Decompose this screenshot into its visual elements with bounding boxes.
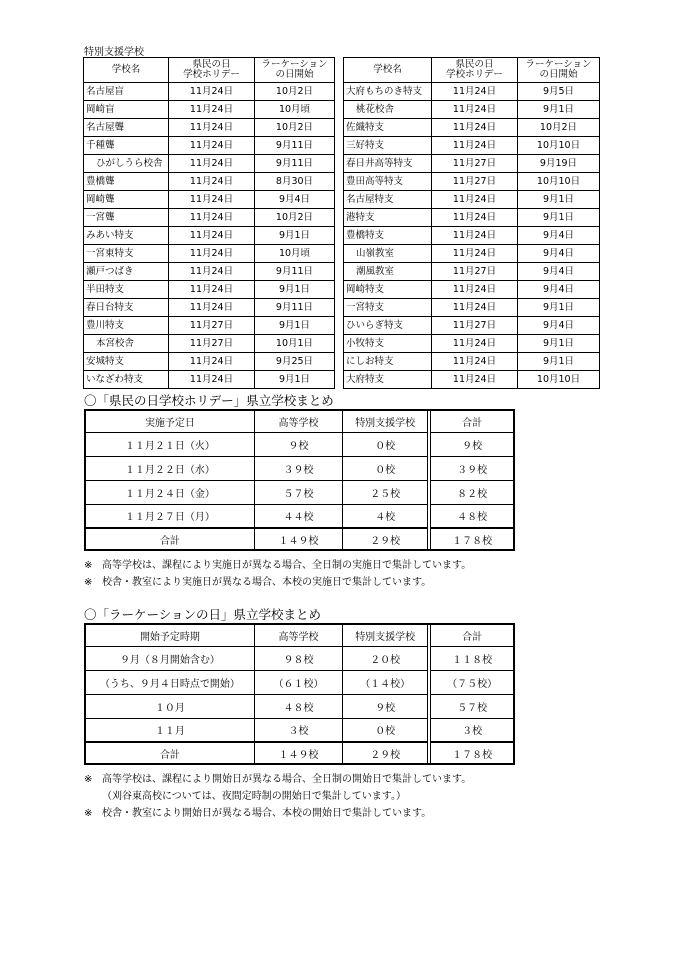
holiday-date-cell: 11月24日 [169,299,255,317]
school-name-cell: 岡崎盲 [84,101,169,119]
school-name-cell: 豊橋特支 [344,227,432,245]
table-row [85,456,514,480]
note-mark: ※ [84,774,93,785]
table-row [84,353,335,371]
lacation-start-cell: 9月1日 [255,371,335,389]
table-row [344,245,600,263]
holiday-date-cell: 11月24日 [432,209,518,227]
table-row [344,209,600,227]
table-row [344,191,600,209]
lacation-start-cell: 8月30日 [255,173,335,191]
lacation-start-cell: 9月1日 [518,353,600,371]
count-cell: ４校 [343,504,428,528]
table-row [344,227,600,245]
holiday-date-cell: 11月27日 [432,317,518,335]
section-caption: 特別支援学校 [84,47,144,58]
total-row [85,528,514,550]
schedule-table-left [83,57,335,389]
school-name-cell: 名古屋聾 [84,119,169,137]
lacation-start-cell: 9月1日 [518,209,600,227]
table-row [344,83,600,101]
summary2-note-2 [84,787,406,802]
holiday-date-cell: 11月24日 [432,137,518,155]
header-lacation-start: ラーケーション の日開始 [255,58,335,83]
lacation-start-cell: 9月4日 [518,281,600,299]
header-cell: 開始予定時期 [85,624,254,646]
total-count: ２９校 [343,742,428,764]
count-cell: ９校 [431,432,514,456]
count-cell: （７５校） [431,670,514,694]
school-name-cell: 大府もちのき特支 [344,83,432,101]
school-name-cell: 佐織特支 [344,119,432,137]
lacation-start-cell: 10月10日 [518,371,600,389]
header-cell: 特別支援学校 [343,410,428,432]
school-name-cell: 安城特支 [84,353,169,371]
header-cell: 高等学校 [254,410,342,432]
note-text: 校舎・教室により実施日が異なる場合、本校の実施日で集計しています。 [102,577,432,588]
school-name-cell: 豊川特支 [84,317,169,335]
lacation-start-cell: 10月10日 [518,137,600,155]
header-school-name: 学校名 [344,58,432,83]
header-cell: 合計 [431,624,514,646]
school-name-cell: 瀬戸つばき [84,263,169,281]
holiday-date-cell: 11月27日 [432,263,518,281]
holiday-date-cell: 11月24日 [432,101,518,119]
lacation-start-cell: 9月4日 [518,227,600,245]
school-name-cell: 一宮東特支 [84,245,169,263]
school-name-cell: 山嶺教室 [344,245,432,263]
count-cell: ４８校 [254,694,342,718]
holiday-date-cell: 11月24日 [432,299,518,317]
header-cell: 高等学校 [254,624,342,646]
table-row [344,155,600,173]
table-row [344,281,600,299]
count-cell: ３校 [431,718,514,742]
table-row [84,173,335,191]
school-name-cell: 岡崎特支 [344,281,432,299]
count-cell: １１８校 [431,646,514,670]
schedule-table-right [343,57,600,389]
holiday-date-cell: 11月24日 [169,155,255,173]
table-row [344,137,600,155]
school-name-cell: 千種聾 [84,137,169,155]
count-cell: ３９校 [254,456,342,480]
table-row [84,281,335,299]
lacation-start-cell: 10月2日 [255,83,335,101]
school-name-cell: ひがしうら校舎 [84,155,169,173]
table-row [85,670,514,694]
note-text: 高等学校は、課程により実施日が異なる場合、全日制の実施日で集計しています。 [102,560,472,571]
count-cell: ９校 [343,694,428,718]
school-name-cell: 豊田高等特支 [344,173,432,191]
count-cell: ０校 [343,432,428,456]
table-row [85,432,514,456]
holiday-date-cell: 11月27日 [169,335,255,353]
table-row [85,480,514,504]
holiday-date-cell: 11月24日 [169,209,255,227]
table-row [84,371,335,389]
holiday-date-cell: 11月24日 [432,335,518,353]
holiday-date-cell: 11月27日 [432,155,518,173]
holiday-date-cell: 11月24日 [169,101,255,119]
count-cell: ８２校 [431,480,514,504]
lacation-start-cell: 10月頃 [255,245,335,263]
header-school-name: 学校名 [84,58,169,83]
total-count: １４９校 [254,528,342,550]
lacation-start-cell: 9月5日 [518,83,600,101]
summary2-note-3 [84,804,431,819]
holiday-date-cell: 11月24日 [432,353,518,371]
holiday-date-cell: 11月24日 [432,281,518,299]
lacation-start-cell: 9月4日 [518,263,600,281]
period-cell: １１月２１日（火） [85,432,254,456]
summary1-title: 〇「県民の日学校ホリデー」県立学校まとめ [84,393,334,408]
holiday-date-cell: 11月24日 [169,119,255,137]
school-name-cell: 名古屋盲 [84,83,169,101]
lacation-summary-table [84,623,515,765]
total-label: 合計 [85,528,254,550]
header-holiday: 県民の日 学校ホリデー [432,58,518,83]
period-cell: ９月（８月開始含む） [85,646,254,670]
school-name-cell: 本宮校舎 [84,335,169,353]
school-name-cell: 桃花校舎 [344,101,432,119]
total-label: 合計 [85,742,254,764]
count-cell: ２０校 [343,646,428,670]
period-cell: １１月２４日（金） [85,480,254,504]
school-name-cell: 小牧特支 [344,335,432,353]
school-name-cell: 大府特支 [344,371,432,389]
table-row [84,335,335,353]
holiday-date-cell: 11月24日 [169,227,255,245]
holiday-date-cell: 11月24日 [169,263,255,281]
count-cell: ９８校 [254,646,342,670]
lacation-start-cell: 10月2日 [518,119,600,137]
school-name-cell: 春日井高等特支 [344,155,432,173]
lacation-start-cell: 10月10日 [518,173,600,191]
summary2-note-1 [84,770,471,785]
lacation-start-cell: 9月11日 [255,137,335,155]
table-row [85,694,514,718]
summary1-note-1 [84,556,471,571]
note-mark: ※ [84,808,93,819]
holiday-date-cell: 11月27日 [169,317,255,335]
holiday-date-cell: 11月24日 [432,119,518,137]
note-text: 高等学校は、課程により開始日が異なる場合、全日制の開始日で集計しています。 [102,774,472,785]
table-row [344,371,600,389]
school-name-cell: 春日台特支 [84,299,169,317]
holiday-date-cell: 11月24日 [432,371,518,389]
table-row [344,353,600,371]
table-header-row [344,58,600,83]
holiday-date-cell: 11月24日 [169,371,255,389]
table-row [85,646,514,670]
count-cell: （１４校） [343,670,428,694]
school-name-cell: ひいらぎ特支 [344,317,432,335]
lacation-start-cell: 9月1日 [518,101,600,119]
count-cell: ３校 [254,718,342,742]
table-row [344,299,600,317]
summary2-title: 〇「ラーケーションの日」県立学校まとめ [84,607,322,622]
lacation-start-cell: 9月1日 [518,299,600,317]
table-row [84,299,335,317]
holiday-date-cell: 11月24日 [169,83,255,101]
count-cell: ０校 [343,718,428,742]
school-name-cell: 一宮特支 [344,299,432,317]
count-cell: （６１校） [254,670,342,694]
count-cell: ４８校 [431,504,514,528]
count-cell: ３９校 [431,456,514,480]
total-count: １４９校 [254,742,342,764]
table-header-row [85,410,514,432]
lacation-start-cell: 9月1日 [255,317,335,335]
header-cell: 実施予定日 [85,410,254,432]
table-row [84,191,335,209]
lacation-start-cell: 9月11日 [255,299,335,317]
table-row [84,317,335,335]
school-name-cell: にしお特支 [344,353,432,371]
lacation-start-cell: 10月2日 [255,119,335,137]
lacation-start-cell: 10月2日 [255,209,335,227]
school-name-cell: 豊橋聾 [84,173,169,191]
school-name-cell: 三好特支 [344,137,432,155]
holiday-date-cell: 11月24日 [432,227,518,245]
table-row [344,263,600,281]
lacation-start-cell: 10月頃 [255,101,335,119]
total-count: １７８校 [431,528,514,550]
table-row [344,173,600,191]
holiday-date-cell: 11月24日 [169,281,255,299]
school-name-cell: いなざわ特支 [84,371,169,389]
school-name-cell: 港特支 [344,209,432,227]
table-row [84,227,335,245]
lacation-start-cell: 9月25日 [255,353,335,371]
holiday-date-cell: 11月24日 [432,83,518,101]
lacation-start-cell: 9月1日 [255,281,335,299]
period-cell: １１月２２日（水） [85,456,254,480]
lacation-start-cell: 9月4日 [518,245,600,263]
count-cell: ９校 [254,432,342,456]
header-cell: 特別支援学校 [343,624,428,646]
count-cell: ４４校 [254,504,342,528]
header-cell: 合計 [431,410,514,432]
count-cell: ５７校 [431,694,514,718]
table-header-row [84,58,335,83]
summary1-note-2 [84,573,431,588]
school-name-cell: 潮風教室 [344,263,432,281]
holiday-date-cell: 11月24日 [432,191,518,209]
holiday-date-cell: 11月24日 [169,137,255,155]
school-name-cell: 一宮聾 [84,209,169,227]
school-name-cell: 名古屋特支 [344,191,432,209]
table-row [84,83,335,101]
table-row [84,209,335,227]
lacation-start-cell: 9月1日 [255,227,335,245]
table-row [344,335,600,353]
lacation-start-cell: 9月4日 [518,317,600,335]
lacation-start-cell: 9月19日 [518,155,600,173]
holiday-date-cell: 11月27日 [432,173,518,191]
holiday-summary-table [84,409,515,551]
lacation-start-cell: 9月11日 [255,155,335,173]
table-row [84,137,335,155]
period-cell: １１月２７日（月） [85,504,254,528]
period-cell: （うち、９月４日時点で開始） [85,670,254,694]
table-row [84,119,335,137]
note-text: 校舎・教室により開始日が異なる場合、本校の開始日で集計しています。 [102,808,432,819]
period-cell: １１月 [85,718,254,742]
total-count: １７８校 [431,742,514,764]
note-mark: ※ [84,577,93,588]
table-header-row [85,624,514,646]
lacation-start-cell: 9月4日 [255,191,335,209]
table-row [344,101,600,119]
table-row [84,101,335,119]
school-name-cell: 岡崎聾 [84,191,169,209]
count-cell: ２５校 [343,480,428,504]
school-name-cell: 半田特支 [84,281,169,299]
table-row [84,155,335,173]
holiday-date-cell: 11月24日 [169,191,255,209]
total-row [85,742,514,764]
lacation-start-cell: 9月1日 [518,335,600,353]
holiday-date-cell: 11月24日 [169,353,255,371]
holiday-date-cell: 11月24日 [169,173,255,191]
lacation-start-cell: 10月1日 [255,335,335,353]
total-count: ２９校 [343,528,428,550]
header-holiday: 県民の日 学校ホリデー [169,58,255,83]
header-lacation-start: ラーケーション の日開始 [518,58,600,83]
note-text: （刈谷東高校については、夜間定時制の開始日で集計しています。） [102,791,406,802]
table-row [84,263,335,281]
table-row [344,119,600,137]
lacation-start-cell: 9月1日 [518,191,600,209]
table-row [344,317,600,335]
count-cell: ５７校 [254,480,342,504]
holiday-date-cell: 11月24日 [169,245,255,263]
school-name-cell: みあい特支 [84,227,169,245]
lacation-start-cell: 9月11日 [255,263,335,281]
count-cell: ０校 [343,456,428,480]
table-row [85,718,514,742]
holiday-date-cell: 11月24日 [432,245,518,263]
note-mark: ※ [84,560,93,571]
table-row [85,504,514,528]
table-row [84,245,335,263]
period-cell: １０月 [85,694,254,718]
